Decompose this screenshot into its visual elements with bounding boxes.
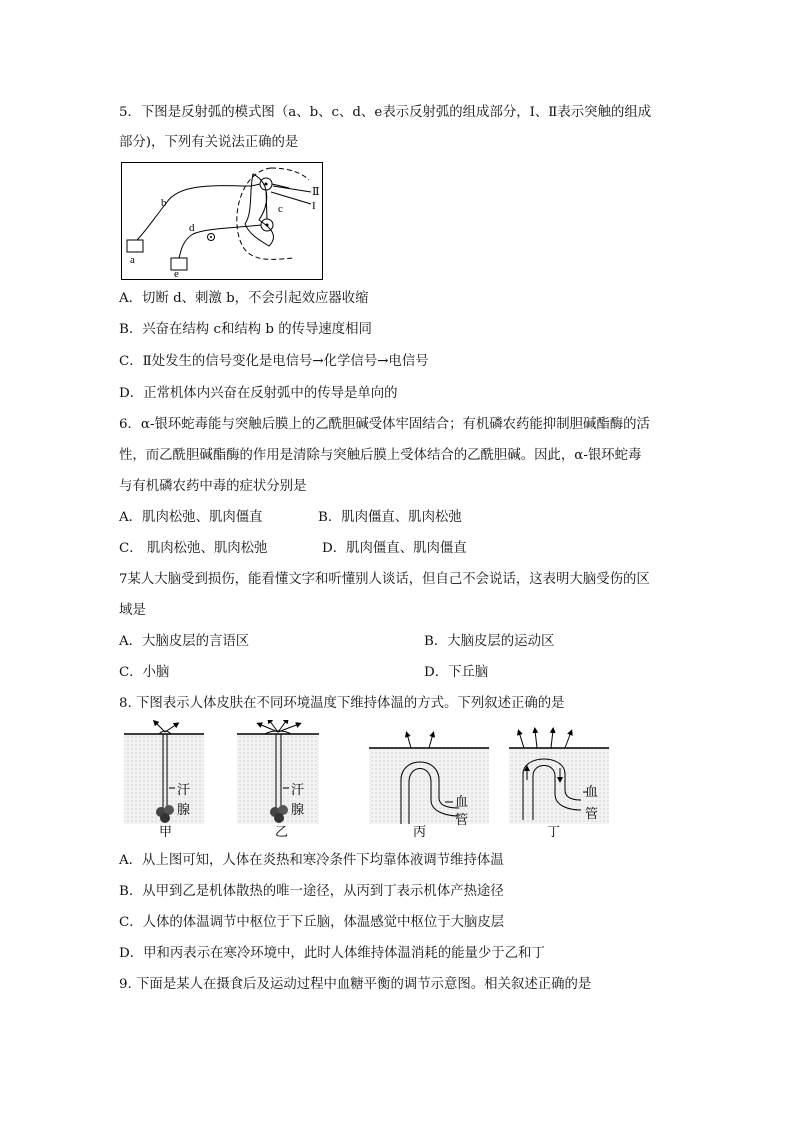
label-I: I [312, 200, 316, 212]
q6-stem-line2: 性，而乙酰胆碱酯酶的作用是清除与突触后膜上受体结合的乙酰胆碱。因此，α-银环蛇毒 [119, 448, 642, 463]
q7-option-d: D．下丘脑 [424, 665, 489, 680]
label-a: a [130, 254, 135, 266]
q5-option-b: B．兴奋在结构 c和结构 b 的传导速度相同 [119, 322, 372, 337]
label-c: c [278, 203, 283, 215]
q5-stem-line2: 部分)，下列有关说法正确的是 [119, 135, 299, 150]
q8-stem: 8. 下图表示人体皮肤在不同环境温度下维持体温的方式。下列叙述正确的是 [119, 696, 565, 711]
label-e: e [174, 268, 179, 280]
q7-option-c: C．小脑 [119, 665, 170, 680]
q9-stem: 9. 下面是某人在摄食后及运动过程中血糖平衡的调节示意图。相关叙述正确的是 [119, 977, 592, 992]
label-xian-2: 腺 [291, 802, 305, 817]
label-xue-2: 血 [585, 784, 599, 799]
q6-option-c: C． 肌肉松弛、肌肉松弛 [119, 541, 268, 556]
q5-stem-line1: 5．下图是反射弧的模式图（a、b、c、d、e表示反射弧的组成部分，Ⅰ、Ⅱ表示突触的组成 [119, 105, 652, 120]
q8-option-c: C．人体的体温调节中枢位于下丘脑，体温感觉中枢位于大脑皮层 [119, 915, 505, 930]
q7-option-a: A．大脑皮层的言语区 [119, 634, 250, 649]
q6-stem-line1: 6．α-银环蛇毒能与突触后膜上的乙酰胆碱受体牢固结合；有机磷农药能抑制胆碱酯酶的活 [119, 417, 650, 432]
q5-option-c: C．Ⅱ处发生的信号变化是电信号→化学信号→电信号 [119, 354, 429, 369]
q5-option-a: A．切断 d、刺激 b，不会引起效应器收缩 [119, 291, 369, 306]
label-bing: 丙 [413, 824, 427, 839]
q6-option-a: A．肌肉松弛、肌肉僵直 [119, 510, 263, 525]
label-han-2: 汗 [291, 782, 305, 797]
label-yi: 乙 [275, 824, 289, 839]
label-xue-1: 血 [455, 794, 469, 809]
q6-stem-line3: 与有机磷农药中毒的症状分别是 [119, 479, 307, 494]
q7-stem-line1: 7某人大脑受到损伤，能看懂文字和听懂别人谈话，但自己不会说话，这表明大脑受伤的区 [119, 572, 650, 587]
q8-option-b: B．从甲到乙是机体散热的唯一途径，从丙到丁表示机体产热途径 [119, 884, 504, 899]
q7-option-b: B．大脑皮层的运动区 [424, 634, 555, 649]
reflex-arc-figure [121, 162, 323, 280]
label-b: b [161, 197, 167, 209]
panel-bing [369, 734, 489, 839]
label-II: Ⅱ [312, 186, 320, 198]
label-guan-1: 管 [455, 812, 469, 827]
q6-option-d: D．肌肉僵直、肌肉僵直 [322, 541, 467, 556]
thermoregulation-figure [119, 720, 609, 840]
label-ding: 丁 [547, 824, 561, 839]
panel-ding [509, 730, 609, 839]
label-d: d [189, 222, 195, 234]
panel-yi [237, 720, 319, 839]
q8-option-d: D．甲和丙表示在寒冷环境中，此时人体维持体温消耗的能量少于乙和丁 [119, 946, 545, 961]
q6-option-b: B．肌肉僵直、肌肉松弛 [318, 510, 462, 525]
q8-option-a: A．从上图可知，人体在炎热和寒冷条件下均靠体液调节维持体温 [119, 853, 504, 868]
panel-jia [124, 722, 204, 839]
label-jia: 甲 [159, 824, 173, 839]
label-han-1: 汗 [177, 782, 191, 797]
q5-option-d: D．正常机体内兴奋在反射弧中的传导是单向的 [119, 386, 398, 401]
label-xian-1: 腺 [177, 802, 191, 817]
q7-stem-line2: 域是 [119, 603, 146, 618]
label-guan-2: 管 [585, 806, 599, 821]
